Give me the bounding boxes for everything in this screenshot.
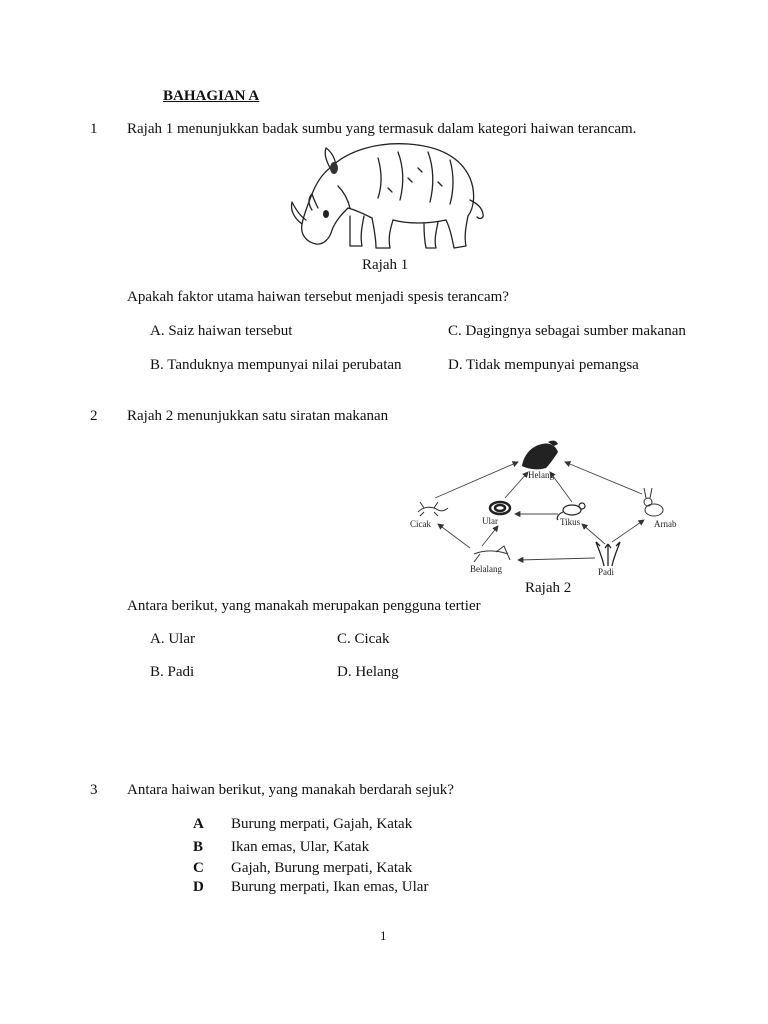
label-helang: Helang: [528, 470, 554, 480]
rajah-1-caption: Rajah 1: [362, 257, 409, 273]
q3-option-letter: B: [193, 839, 204, 855]
q1-number: 1: [90, 121, 98, 137]
rajah-2-caption: Rajah 2: [525, 580, 572, 596]
q3-option-letter: A: [193, 816, 204, 832]
ular-icon: [490, 502, 510, 514]
label-tikus: Tikus: [560, 517, 581, 527]
q2-number: 2: [90, 408, 98, 424]
q2-option-d: D. Helang: [337, 664, 399, 680]
q2-stem: Rajah 2 menunjukkan satu siratan makanan: [127, 408, 389, 424]
belalang-icon: [474, 546, 510, 562]
padi-icon: [596, 542, 620, 566]
q3-question: Antara haiwan berikut, yang manakah berdarah sejuk?: [127, 782, 454, 798]
cicak-icon: [418, 502, 448, 516]
page-number: 1: [380, 928, 387, 943]
q1-option-a: A. Saiz haiwan tersebut: [150, 323, 293, 339]
label-arnab: Arnab: [654, 519, 677, 529]
label-ular: Ular: [482, 516, 498, 526]
q2-option-a: A. Ular: [150, 631, 195, 647]
label-belalang: Belalang: [470, 564, 502, 574]
q1-stem: Rajah 1 menunjukkan badak sumbu yang termasuk dalam kategori haiwan terancam.: [127, 121, 637, 137]
label-padi: Padi: [598, 567, 615, 577]
rhino-illustration: [278, 138, 488, 253]
q2-option-b: B. Padi: [150, 664, 195, 680]
helang-icon: [522, 441, 558, 470]
section-title: BAHAGIAN A: [163, 88, 260, 104]
label-cicak: Cicak: [410, 519, 431, 529]
q3-option-text: Ikan emas, Ular, Katak: [231, 839, 370, 855]
arnab-icon: [644, 488, 663, 516]
food-web-diagram: [400, 436, 690, 578]
q3-option-text: Burung merpati, Gajah, Katak: [231, 816, 413, 832]
q3-option-text: Gajah, Burung merpati, Katak: [231, 860, 413, 876]
q1-option-d: D. Tidak mempunyai pemangsa: [448, 357, 639, 373]
q3-number: 3: [90, 782, 98, 798]
q1-option-c: C. Dagingnya sebagai sumber makanan: [448, 323, 686, 339]
q1-option-b: B. Tanduknya mempunyai nilai perubatan: [150, 357, 402, 373]
q3-option-letter: D: [193, 879, 204, 895]
q1-question: Apakah faktor utama haiwan tersebut menjadi spesis terancam?: [127, 289, 509, 305]
q3-option-letter: C: [193, 860, 204, 876]
q2-option-c: C. Cicak: [337, 631, 390, 647]
q3-option-text: Burung merpati, Ikan emas, Ular: [231, 879, 429, 895]
q2-question: Antara berikut, yang manakah merupakan pengguna tertier: [127, 598, 481, 614]
